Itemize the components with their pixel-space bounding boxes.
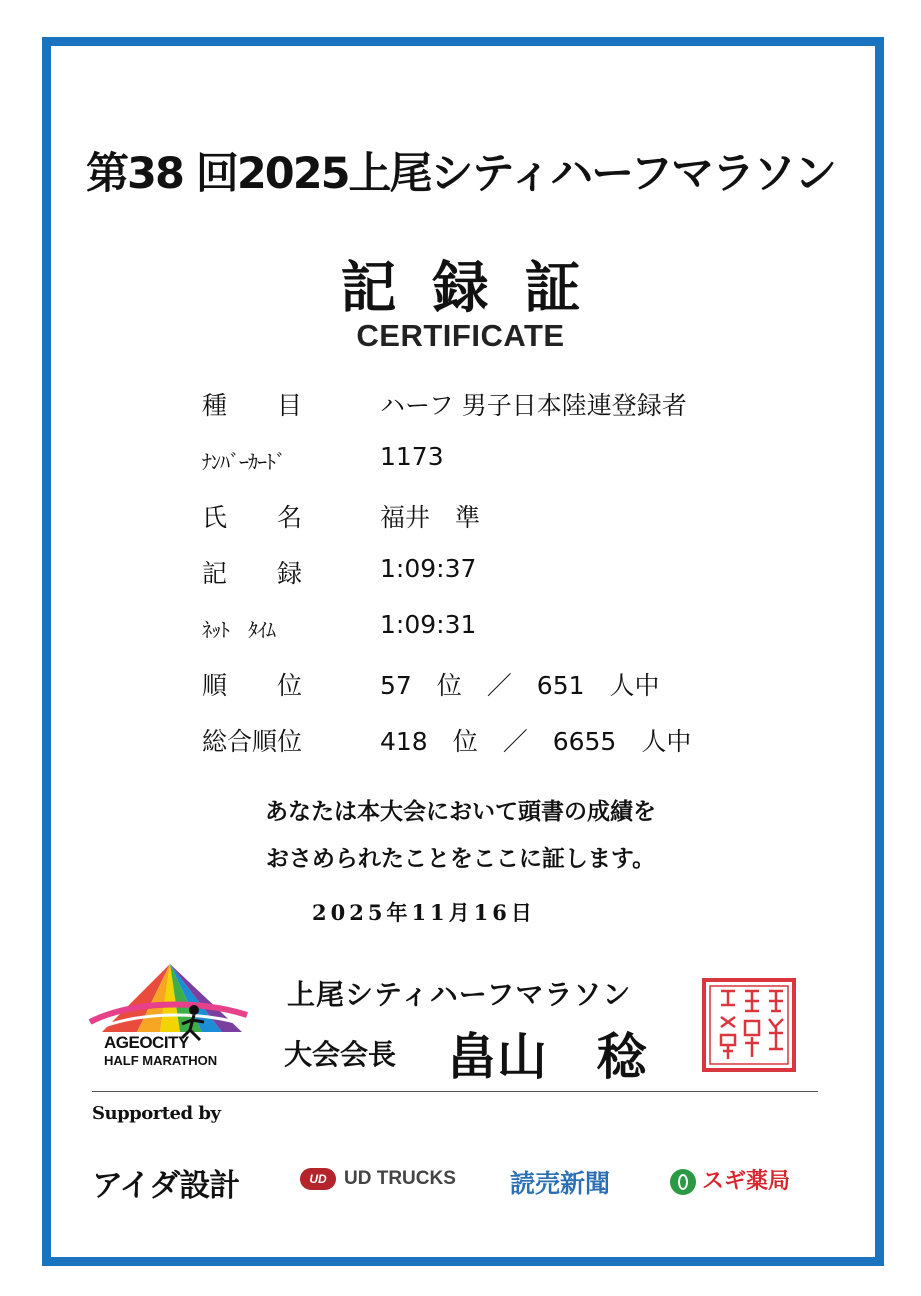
record-row-net-time [202, 606, 762, 662]
sponsor-sugi-label: スギ薬局 [702, 1169, 791, 1194]
supported-by-label: Supported by [92, 1103, 221, 1124]
sponsor-sugi [670, 1164, 790, 1195]
leaf-logo-icon [670, 1169, 696, 1195]
record-label: 種 目 [202, 391, 303, 420]
logo-text-sub: HALF MARATHON [104, 1053, 218, 1068]
record-row-event [202, 382, 762, 438]
certificate-heading-en: CERTIFICATE [356, 318, 565, 353]
record-value: 福井 準 [380, 503, 481, 532]
sponsor-yomiuri: 読売新聞 [510, 1169, 611, 1198]
divider [92, 1091, 818, 1092]
statement-line-2: おさめられたことをここに証します。 [265, 845, 656, 872]
issue-date: 2025年11月16日 [312, 900, 536, 925]
organizer-name: 上尾シティハーフマラソン [287, 978, 632, 1011]
record-row-time [202, 550, 762, 606]
record-row-bib [202, 438, 762, 494]
record-label: 順 位 [202, 671, 303, 700]
record-table [202, 382, 762, 774]
ud-trucks-logo-icon: UD [300, 1168, 336, 1190]
statement-line-1: あなたは本大会において頭書の成績を [265, 798, 656, 825]
record-label: 総合順位 [202, 727, 303, 756]
president-title: 大会会長 [284, 1038, 397, 1071]
certificate-heading-jp: 記録証 [340, 256, 617, 321]
sponsor-ud-trucks [300, 1168, 456, 1190]
record-row-overall-rank [202, 718, 762, 774]
sponsor-aida: アイダ設計 [92, 1168, 240, 1204]
logo-text-main: AGEOCITY [104, 1033, 189, 1052]
event-title: 第38 回2025上尾シティハーフマラソン [86, 149, 835, 199]
record-value: 418 位 ／ 6655 人中 [380, 727, 692, 756]
record-row-name [202, 494, 762, 550]
record-value: ハーフ 男子日本陸連登録者 [380, 391, 687, 420]
record-value: 1173 [380, 442, 444, 471]
record-value: 1:09:37 [380, 554, 477, 583]
record-label: 記 録 [202, 559, 303, 588]
sponsor-ud-label: UD TRUCKS [344, 1168, 456, 1190]
record-label: ﾅﾝﾊﾞｰｶｰﾄﾞ [202, 450, 285, 474]
record-row-rank [202, 662, 762, 718]
record-value: 1:09:31 [380, 610, 477, 639]
record-label: ﾈｯﾄ ﾀｲﾑ [202, 618, 275, 642]
president-name: 畠山 稔 [447, 1027, 647, 1086]
record-value: 57 位 ／ 651 人中 [380, 671, 660, 700]
record-label: 氏 名 [202, 503, 303, 532]
official-seal-icon [701, 977, 797, 1073]
